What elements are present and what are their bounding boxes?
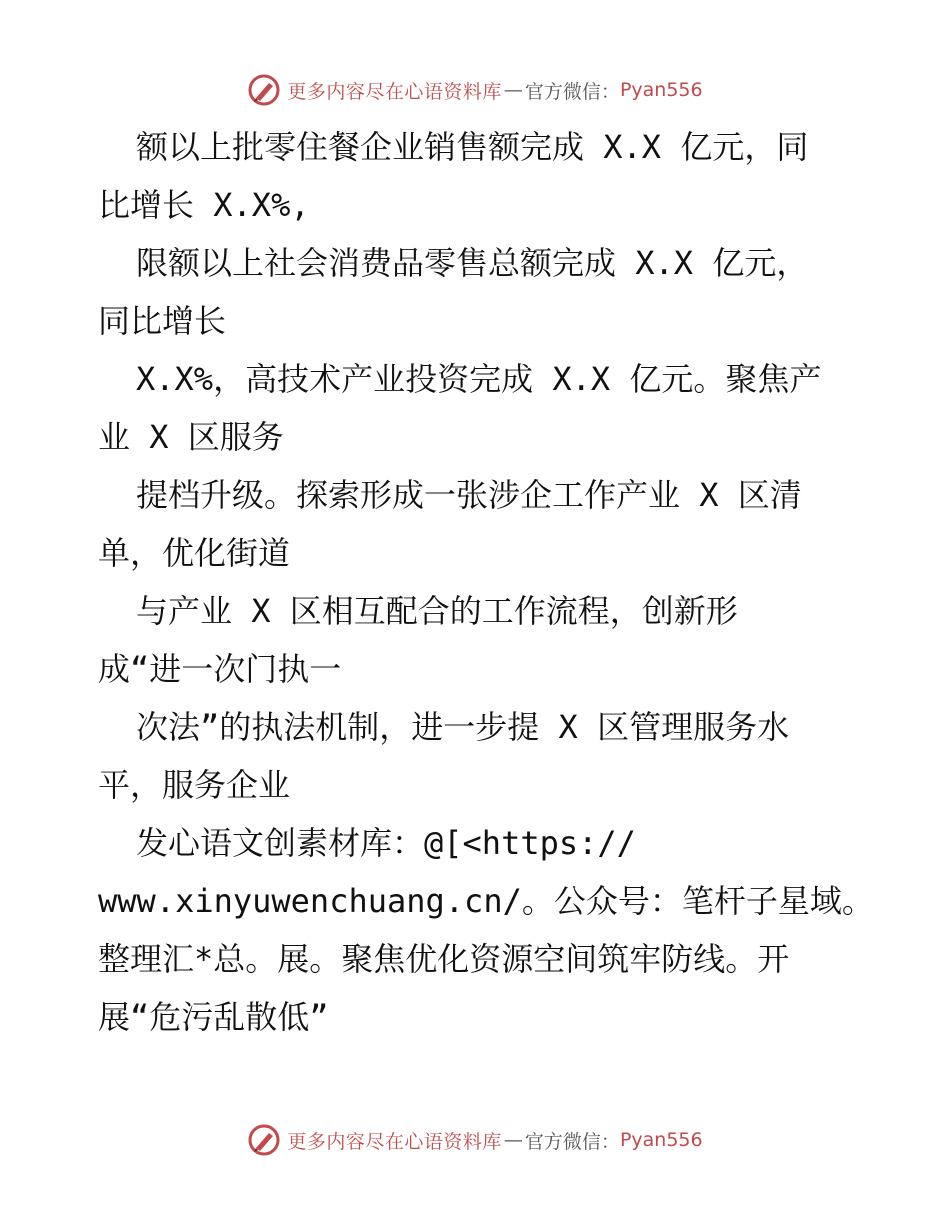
footer-dash: — (503, 1129, 523, 1151)
body-line: 成“进一次门执一 (98, 650, 342, 688)
footer-wechat-id: Pyan556 (619, 1129, 703, 1151)
header-banner (0, 70, 950, 110)
body-line: 限额以上社会消费品零售总额完成 X.X 亿元， (136, 244, 809, 282)
footer-brand-text: 更多内容尽在心语资料库 (287, 1130, 502, 1153)
header-brand-text: 更多内容尽在心语资料库 (287, 80, 502, 103)
body-line: 展“危污乱散低” (98, 998, 329, 1036)
body-line: 比增长 X.X%, (98, 186, 310, 224)
body-line: 业 X 区服务 (98, 418, 284, 456)
body-line: 发心语文创素材库：@[<https:// (136, 824, 636, 862)
header-dash: — (503, 79, 523, 101)
body-line: 整理汇*总。展。聚焦优化资源空间筑牢防线。开 (98, 940, 790, 978)
pen-logo-icon (247, 73, 281, 107)
body-line: 平，服务企业 (98, 766, 291, 804)
body-line: 额以上批零住餐企业销售额完成 X.X 亿元，同 (136, 128, 809, 166)
header-wechat-id: Pyan556 (619, 79, 703, 101)
footer-banner (0, 1120, 950, 1160)
pen-logo-icon (247, 1123, 281, 1157)
body-line: 单，优化街道 (98, 534, 291, 572)
document-body (98, 118, 874, 1046)
footer-wechat-label: 官方微信： (524, 1130, 620, 1153)
body-line: 同比增长 (98, 302, 227, 340)
body-line: 与产业 X 区相互配合的工作流程，创新形 (136, 592, 738, 630)
body-line: 次法”的执法机制，进一步提 X 区管理服务水 (136, 708, 790, 746)
body-line: X.X%，高技术产业投资完成 X.X 亿元。聚焦产 (136, 360, 822, 398)
body-line: 提档升级。探索形成一张涉企工作产业 X 区清 (136, 476, 802, 514)
header-wechat-label: 官方微信： (524, 80, 620, 103)
body-line: www.xinyuwenchuang.cn/。公众号：笔杆子星域。 (98, 882, 874, 920)
